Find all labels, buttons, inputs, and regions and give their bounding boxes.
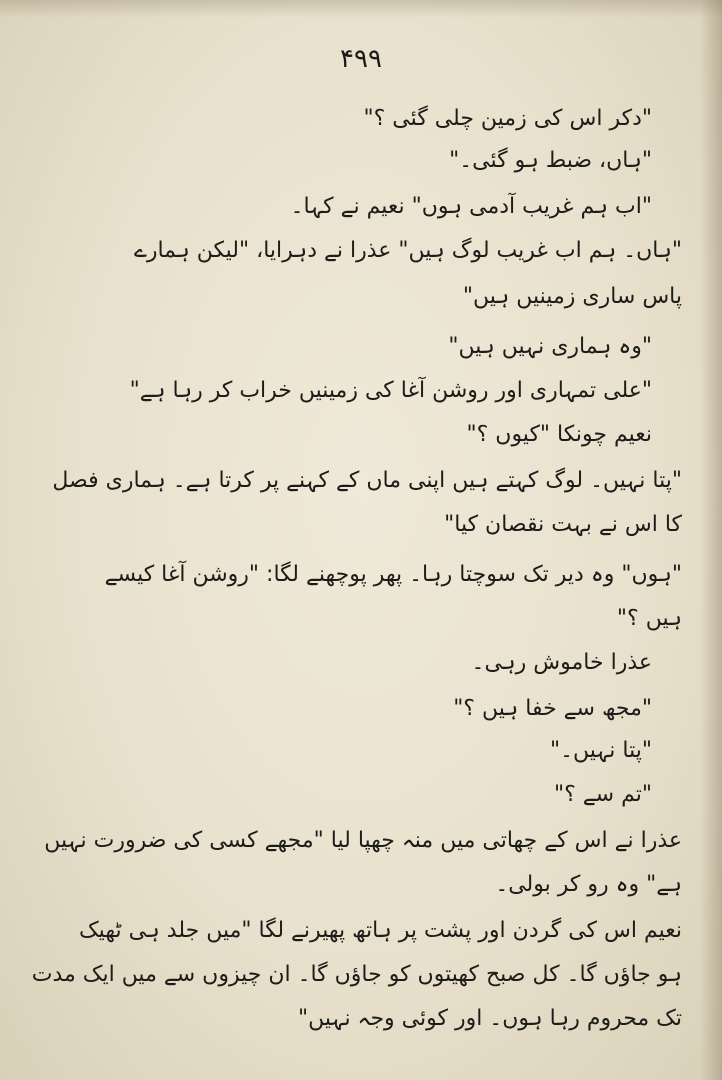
text-line: "ہاں، ضبط ہو گئی۔" — [449, 148, 652, 173]
text-line: "اب ہم غریب آدمی ہوں" نعیم نے کہا۔ — [290, 194, 652, 219]
text-line: "وہ ہماری نہیں ہیں" — [448, 334, 652, 359]
page-top-shadow — [0, 0, 722, 18]
text-line: "ہوں" وہ دیر تک سوچتا رہا۔ پھر پوچھنے لگا: "روشن آغا کیسے — [104, 562, 682, 587]
text-line: نعیم اس کی گردن اور پشت پر ہاتھ پھیرنے لگا "میں جلد ہی ٹھیک — [78, 918, 682, 943]
text-line: پاس ساری زمینیں ہیں" — [462, 284, 682, 309]
text-line: کا اس نے بہت نقصان کیا" — [444, 512, 682, 537]
text-line: تک محروم رہا ہوں۔ اور کوئی وجہ نہیں" — [298, 1006, 682, 1031]
text-line: "پتا نہیں۔" — [550, 738, 652, 763]
text-line: "دکر اس کی زمین چلی گئی ؟" — [363, 106, 652, 131]
page-edge-shadow — [700, 0, 722, 1080]
text-line: ہیں ؟" — [616, 606, 682, 631]
text-line: ہو جاؤں گا۔ کل صبح کھیتوں کو جاؤں گا۔ ان چیزوں سے میں ایک مدت — [31, 962, 682, 987]
text-line: "تم سے ؟" — [554, 782, 652, 807]
text-line: ہے" وہ رو کر بولی۔ — [495, 872, 682, 897]
text-line: عذرا خاموش رہی۔ — [471, 650, 652, 675]
text-line: "ہاں۔ ہم اب غریب لوگ ہیں" عذرا نے دہرایا، "لیکن ہمارے — [133, 238, 682, 263]
page-number: ۴۹۹ — [340, 44, 382, 74]
text-line: "پتا نہیں۔ لوگ کہتے ہیں اپنی ماں کے کہنے پر کرتا ہے۔ ہماری فصل — [52, 468, 682, 493]
text-line: "علی تمہاری اور روشن آغا کی زمینیں خراب کر رہا ہے" — [129, 378, 652, 403]
text-line: نعیم چونکا "کیوں ؟" — [466, 422, 652, 447]
text-line: "مجھ سے خفا ہیں ؟" — [453, 696, 652, 721]
text-line: عذرا نے اس کے چھاتی میں منہ چھپا لیا "مجھے کسی کی ضرورت نہیں — [44, 828, 682, 853]
